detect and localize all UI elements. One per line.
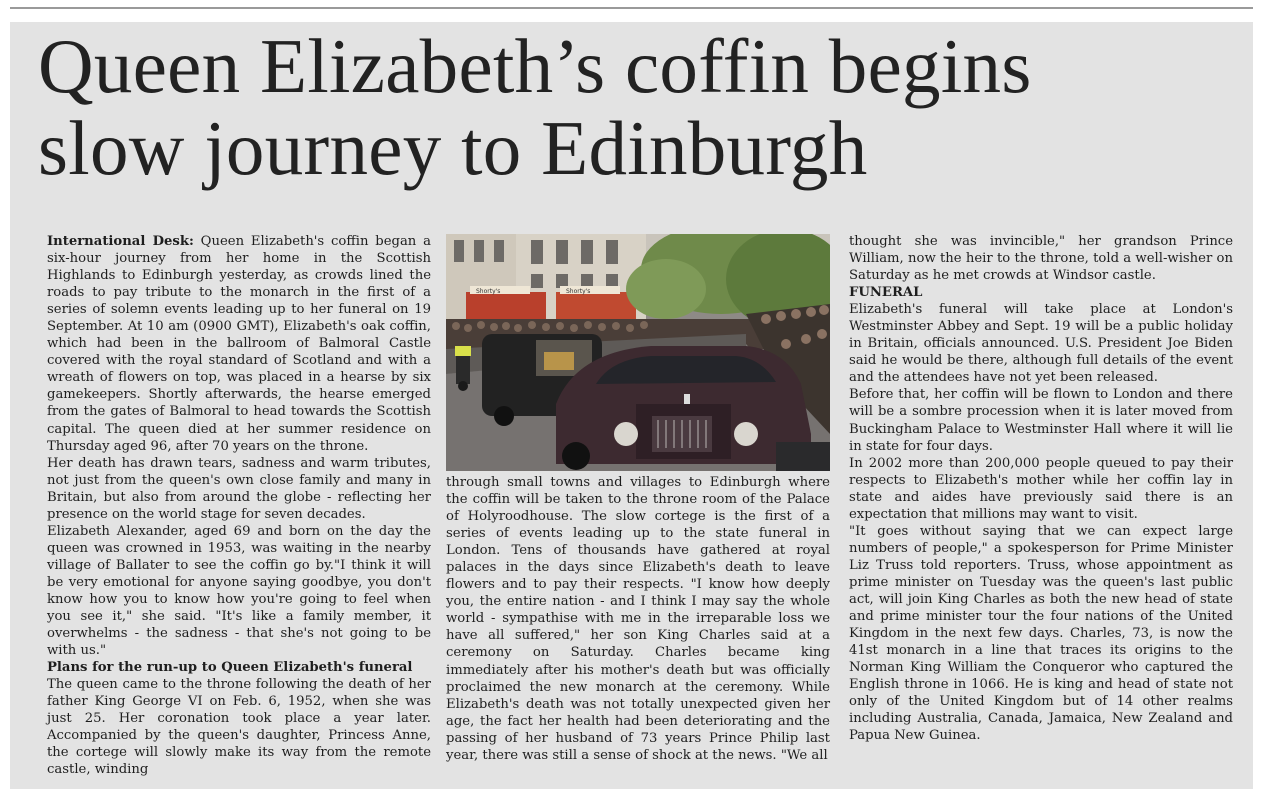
article-column-3 — [849, 233, 1233, 744]
paragraph-6: thought she was invincible," her grandson Prince William, now the heir to the throne, told a well-wisher on Saturday as he met crowds at Windsor castle. — [849, 234, 1233, 284]
subhead-funeral: FUNERAL — [849, 285, 923, 301]
news-photo — [446, 234, 830, 471]
article-column-2 — [446, 474, 830, 764]
shop-sign-right: Shorty's — [566, 288, 591, 295]
news-photo-illustration — [446, 234, 830, 471]
paragraph-10: "It goes without saying that we can expect large numbers of people," a spokesperson for Prime Minister Liz Truss told reporters. Truss, whose appointment as prime minister on Tuesday was the queen's last public act, will join King Charles as both the new head of state and prime minister tour the four nations of the United Kingdom in the next few days. Charles, 73, is now the 41st monarch in a line that traces its origins to the Norman King William the Conqueror who captured the English throne in 1066. He is king and head of state not only of the United Kingdom but of 14 other realms including Australia, Canada, Jamaica, New Zealand and Papua New Guinea. — [849, 523, 1233, 744]
paragraph-7: Elizabeth's funeral will take place at London's Westminster Abbey and Sept. 19 will be a public holiday in Britain, officials announced. U.S. President Joe Biden said he would be there, although full details of the event and the attendees have not yet been released. — [849, 302, 1233, 386]
paragraph-2: Her death has drawn tears, sadness and warm tributes, not just from the queen's own close family and many in Britain, but also from around the globe - reflecting her presence on the world stage for seven decades. — [47, 455, 431, 522]
paragraph-9: In 2002 more than 200,000 people queued to pay their respects to Elizabeth's mother while her coffin lay in state and aides have previously said there is an expectation that millions may want to visit. — [849, 455, 1233, 522]
shop-sign-left: Shorty's — [476, 288, 501, 295]
paragraph-8: Before that, her coffin will be flown to London and there will be a sombre procession when it is later moved from Buckingham Palace to Westminster Hall where it will lie in state for four days. — [849, 387, 1233, 454]
paragraph-4: The queen came to the throne following the death of her father King George VI on Feb. 6, 1952, when she was just 25. Her coronation took place a year later. Accompanied by the queen's daughter, Princess Anne, the cortege will slowly make its way from the remote castle, winding — [47, 677, 431, 778]
headline-line-1: Queen Elizabeth’s coffin begins — [38, 23, 1032, 109]
top-rule — [10, 7, 1253, 9]
paragraph-1 — [47, 233, 431, 455]
subhead-plans: Plans for the run-up to Queen Elizabeth's funeral — [47, 660, 413, 676]
headline-line-2: slow journey to Edinburgh — [38, 105, 868, 191]
paragraph-5: through small towns and villages to Edinburgh where the coffin will be taken to the throne room of the Palace of Holyroodhouse. The slow cortege is the first of a series of events leading up to the state funeral in London. Tens of thousands have gathered at royal palaces in the days since Elizabeth's death to leave flowers and to pay their respects. "I know how deeply you, the entire nation - and I think I may say the whole world - sympathise with me in the irreparable loss we have all suffered," her son King Charles said at a ceremony on Saturday. Charles became king immediately after his mother's death but was officially proclaimed the new monarch at the ceremony. While Elizabeth's death was not totally unexpected given her age, the fact her health had been deteriorating and the passing of her husband of 73 years Prince Philip last year, there was still a sense of shock at the news. "We all — [446, 475, 830, 763]
paragraph-1-text: Queen Elizabeth's coffin began a six-hour journey from her home in the Scottish Highlands to Edinburgh yesterday, as crowds lined the roads to pay tribute to the monarch in the first of a series of solemn events leading up to her funeral on 19 September. At 10 am (0900 GMT), Elizabeth's oak coffin, which had been in the ballroom of Balmoral Castle covered with the royal standard of Scotland and with a wreath of flowers on top, was placed in a hearse by six gamekeepers. Shortly afterwards, the hearse emerged from the gates of Balmoral to head towards the Scottish capital. The queen died at her summer residence on Thursday aged 96, after 70 years on the throne. — [47, 234, 431, 454]
dateline: International Desk: — [47, 234, 194, 249]
headline — [38, 25, 1238, 189]
article-column-1 — [47, 233, 431, 779]
paragraph-3: Elizabeth Alexander, aged 69 and born on the day the queen was crowned in 1953, was waiting in the nearby village of Ballater to see the coffin go by."I think it will be very emotional for anyone saying goodbye, you don't know how you to know how you're going to feel when you see it," she said. "It's like a family member, it overwhelms - the sadness - that she's not going to be with us." — [47, 523, 431, 659]
